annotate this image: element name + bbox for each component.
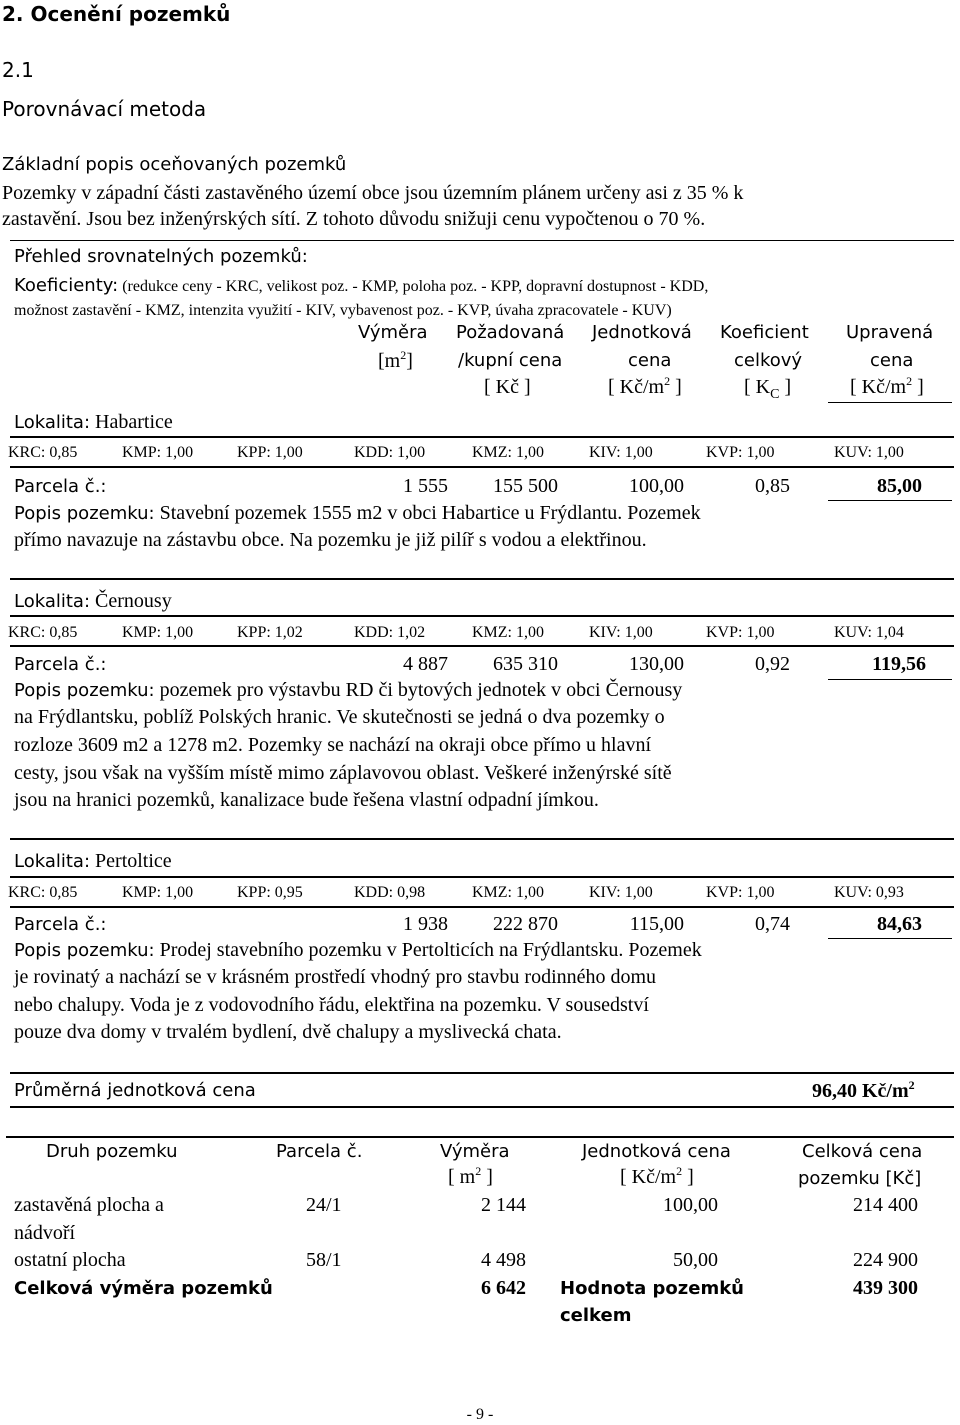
coef-kmz: KMZ: 1,00 <box>472 624 544 641</box>
price-header-1: Požadovaná <box>456 322 565 343</box>
parcel-label: Parcela č.: <box>14 654 107 675</box>
summary-row-2-type: ostatní plocha <box>14 1249 126 1271</box>
unit-header-1: Jednotková <box>592 322 692 343</box>
chapter-title: 2. Ocenění pozemků <box>2 2 231 26</box>
overview-top-border <box>10 240 954 241</box>
parcel-area: 4 887 <box>403 653 448 675</box>
section-number: 2.1 <box>2 58 34 82</box>
basic-desc-line2: zastavění. Jsou bez inženýrských sítí. Z tohoto důvodu snižuji cenu vypočtenou o 70 %. <box>2 208 706 230</box>
description-line-3: nebo chalupy. Voda je z vodovodního řádu, elektřina na pozemku. V sousedství <box>14 994 649 1016</box>
parcel-label: Parcela č.: <box>14 914 107 935</box>
adjusted-underline <box>828 500 952 501</box>
summary-row-1-total: 214 400 <box>853 1194 918 1216</box>
description-line-4: cesty, jsou však na vyšším místě mimo záplavovou oblast. Veškeré inženýrské sítě <box>14 762 672 784</box>
coef-line2: možnost zastavění - KMZ, intenzita využití - KIV, vybavenost poz. - KVP, úvaha zpracovatele - KUV) <box>14 302 672 319</box>
coef-kmp: KMP: 1,00 <box>122 624 194 641</box>
coef-label: Koeficienty: <box>14 275 119 296</box>
adjusted-header-3: [ $Kč/m^2$ ] <box>850 374 924 398</box>
adjusted-underline <box>828 938 952 939</box>
adjusted-header-1: Upravená <box>846 322 934 343</box>
coef-kvp: KVP: 1,00 <box>706 884 775 901</box>
adjusted-header-2: cena <box>870 350 914 371</box>
coef-kuv: KUV: 0,93 <box>834 884 904 901</box>
summary-row-1-parcel: 24/1 <box>306 1194 342 1216</box>
average-bottom-border <box>10 1106 954 1108</box>
summary-header-unit-2: [ $Kč/m^2$ ] <box>620 1164 694 1188</box>
overview-heading: Přehled srovnatelných pozemků: <box>14 246 308 267</box>
coef-krc: KRC: 0,85 <box>8 624 78 641</box>
coef-kdd: KDD: 1,02 <box>354 624 426 641</box>
summary-total-area: 6 642 <box>481 1277 526 1299</box>
summary-header-area-1: Výměra <box>440 1141 510 1162</box>
unit-header-3: [ $Kč/m^2$ ] <box>608 374 682 398</box>
parcel-unit-price: 115,00 <box>629 913 684 935</box>
average-value: 96,40 $Kč/m^2$ <box>812 1078 915 1102</box>
coef-kmz: KMZ: 1,00 <box>472 444 544 461</box>
locality-divider <box>10 876 954 878</box>
locality-divider <box>10 436 954 438</box>
summary-value-label-1: Hodnota pozemků <box>560 1278 744 1299</box>
parcel-price: 155 500 <box>493 475 558 497</box>
parcel-adjusted-price: 84,63 <box>877 913 922 935</box>
parcel-label: Parcela č.: <box>14 476 107 497</box>
description-line-2: je rovinatý a nachází se v krásném prostředí vhodný pro stavbu rodinného domu <box>14 966 657 988</box>
summary-row-1-area: 2 144 <box>481 1194 526 1216</box>
summary-row-2-unit: 50,00 <box>673 1249 718 1271</box>
average-label: Průměrná jednotková cena <box>14 1080 256 1101</box>
parcel-unit-price: 100,00 <box>629 475 684 497</box>
price-header-3: [ Kč ] <box>484 376 531 398</box>
description-line-3: rozloze 3609 m2 a 1278 m2. Pozemky se nachází na okraji obce přímo u hlavní <box>14 734 652 756</box>
summary-value-label-2: celkem <box>560 1305 632 1326</box>
parcel-coef: 0,92 <box>755 653 790 675</box>
summary-total-value: 439 300 <box>853 1277 918 1299</box>
coef-header-2: celkový <box>734 350 803 371</box>
page-number: - 9 - <box>466 1406 494 1423</box>
coef-kmp: KMP: 1,00 <box>122 444 194 461</box>
coef-header-3: [ $K_C$ ] <box>744 376 792 402</box>
section-divider-2 <box>10 838 954 840</box>
coef-divider <box>10 645 954 647</box>
summary-row-2-parcel: 58/1 <box>306 1249 342 1271</box>
coef-kpp: KPP: 1,00 <box>237 444 303 461</box>
coef-kpp: KPP: 1,02 <box>237 624 303 641</box>
coef-divider <box>10 906 954 908</box>
locality-title: Lokalita: Habartice <box>14 411 173 433</box>
header-underline <box>828 402 952 403</box>
coef-krc: KRC: 0,85 <box>8 884 78 901</box>
coef-kiv: KIV: 1,00 <box>589 884 653 901</box>
basic-desc-line1: Pozemky v západní části zastavěného území obce jsou územním plánem určeny asi z 35 % k <box>2 182 744 204</box>
description-line-1: Popis pozemku: pozemek pro výstavbu RD či bytových jednotek v obci Černousy <box>14 679 683 701</box>
summary-row-1-type: zastavěná plocha a <box>14 1194 164 1216</box>
coef-kdd: KDD: 0,98 <box>354 884 426 901</box>
parcel-unit-price: 130,00 <box>629 653 684 675</box>
parcel-adjusted-price: 119,56 <box>872 653 926 675</box>
coef-kiv: KIV: 1,00 <box>589 624 653 641</box>
coef-krc: KRC: 0,85 <box>8 444 78 461</box>
area-header-2: $[m^2]$ <box>378 348 413 372</box>
description-line-1: Popis pozemku: Stavební pozemek 1555 m2 v obci Habartice u Frýdlantu. Pozemek <box>14 502 701 524</box>
parcel-area: 1 938 <box>403 913 448 935</box>
locality-divider <box>10 615 954 617</box>
coef-kuv: KUV: 1,00 <box>834 444 904 461</box>
price-header-2: /kupní cena <box>458 350 563 371</box>
summary-top-border <box>6 1136 954 1138</box>
coef-kmz: KMZ: 1,00 <box>472 884 544 901</box>
basic-desc-heading: Základní popis oceňovaných pozemků <box>2 154 347 175</box>
summary-header-unit-1: Jednotková cena <box>582 1141 731 1162</box>
parcel-area: 1 555 <box>403 475 448 497</box>
coef-kpp: KPP: 0,95 <box>237 884 303 901</box>
coef-kiv: KIV: 1,00 <box>589 444 653 461</box>
coef-line1: (redukce ceny - KRC, velikost poz. - KMP, poloha poz. - KPP, dopravní dostupnost - KDD, <box>122 278 709 295</box>
coef-kmp: KMP: 1,00 <box>122 884 194 901</box>
summary-row-2-area: 4 498 <box>481 1249 526 1271</box>
description-line-4: pouze dva domy v trvalém bydlení, dvě chalupy a myslivecká chata. <box>14 1021 562 1043</box>
description-line-2: na Frýdlantsku, poblíž Polských hranic. Ve skutečnosti se jedná o dva pozemky o <box>14 706 665 728</box>
parcel-coef: 0,74 <box>755 913 790 935</box>
summary-header-total-2: pozemku [Kč] <box>798 1168 922 1189</box>
coef-divider <box>10 466 954 468</box>
description-line-2: přímo navazuje na zástavbu obce. Na pozemku je již pilíř s vodou a elektřinou. <box>14 529 647 551</box>
summary-total-label: Celková výměra pozemků <box>14 1278 273 1299</box>
average-top-border <box>10 1072 954 1074</box>
coef-kdd: KDD: 1,00 <box>354 444 426 461</box>
area-header-1: Výměra <box>358 322 428 343</box>
description-line-5: jsou na hranici pozemků, kanalizace bude řešena vlastní odpadní jímkou. <box>14 789 599 811</box>
parcel-price: 635 310 <box>493 653 558 675</box>
summary-header-parcel: Parcela č. <box>276 1141 363 1162</box>
locality-title: Lokalita: Černousy <box>14 590 172 612</box>
section-title: Porovnávací metoda <box>2 97 207 121</box>
coef-legend <box>14 275 708 296</box>
parcel-coef: 0,85 <box>755 475 790 497</box>
coef-kuv: KUV: 1,04 <box>834 624 904 641</box>
summary-header-total-1: Celková cena <box>802 1141 923 1162</box>
summary-row-1-type-cont: nádvoří <box>14 1222 76 1244</box>
summary-header-area-2: [ $m^2$ ] <box>448 1164 493 1188</box>
section-divider-1 <box>10 578 954 580</box>
adjusted-underline <box>828 679 952 680</box>
summary-row-1-unit: 100,00 <box>663 1194 718 1216</box>
summary-header-type: Druh pozemku <box>46 1141 178 1162</box>
coef-kvp: KVP: 1,00 <box>706 624 775 641</box>
coef-header-1: Koeficient <box>720 322 809 343</box>
unit-header-2: cena <box>628 350 672 371</box>
parcel-adjusted-price: 85,00 <box>877 475 922 497</box>
summary-row-2-total: 224 900 <box>853 1249 918 1271</box>
parcel-price: 222 870 <box>493 913 558 935</box>
description-line-1: Popis pozemku: Prodej stavebního pozemku v Pertolticích na Frýdlantsku. Pozemek <box>14 939 702 961</box>
locality-title: Lokalita: Pertoltice <box>14 850 172 872</box>
coef-kvp: KVP: 1,00 <box>706 444 775 461</box>
